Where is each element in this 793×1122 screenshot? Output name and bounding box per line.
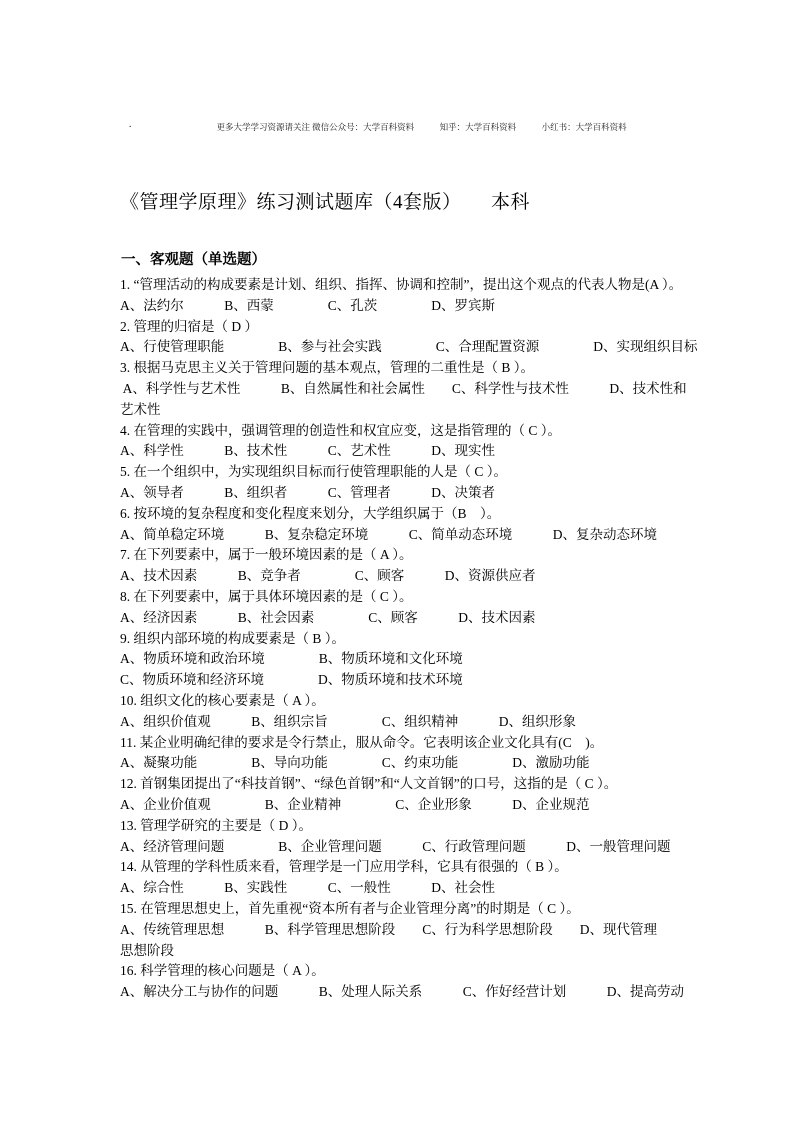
text-line: 16. 科学管理的核心问题是（ A ）。 xyxy=(120,963,325,979)
text-line: 13. 管理学研究的主要是（ D ）。 xyxy=(120,817,312,833)
text-line: A、领导者 B、组织者 C、管理者 D、决策者 xyxy=(120,484,496,500)
text-line: A、科学性与艺术性 B、自然属性和社会属性 C、科学性与技术性 D、技术性和 xyxy=(120,380,687,396)
text-line: A、技术因素 B、竞争者 C、顾客 D、资源供应者 xyxy=(120,568,536,584)
text-line: A、物质环境和政治环境 B、物质环境和文化环境 xyxy=(120,651,463,667)
text-line: 艺术性 xyxy=(120,401,161,417)
text-line: 12. 首钢集团提出了“科技首钢”、“绿色首钢”和“人文首钢”的口号，这指的是（ C ）。 xyxy=(120,776,618,792)
text-line: 5. 在一个组织中，为实现组织目标而行使管理职能的人是（ C ）。 xyxy=(120,464,508,480)
text-line: 思想阶段 xyxy=(120,942,174,958)
text-line: 11. 某企业明确纪律的要求是令行禁止，服从命令。它表明该企业文化具有(C )。 xyxy=(120,734,604,750)
text-line: C、物质环境和经济环境 D、物质环境和技术环境 xyxy=(120,672,463,688)
text-line: A、科学性 B、技术性 C、艺术性 D、现实性 xyxy=(120,443,496,459)
text-line: 7. 在下列要素中，属于一般环境因素的是（ A ）。 xyxy=(120,547,413,563)
text-line: 4. 在管理的实践中，强调管理的创造性和权宜应变，这是指管理的（ C ）。 xyxy=(120,422,562,438)
text-line: 2. 管理的归宿是（ D ） xyxy=(120,318,258,334)
text-line: 14. 从管理的学科性质来看，管理学是一门应用学科，它具有很强的（ B ）。 xyxy=(120,859,568,875)
question-list xyxy=(120,275,698,1003)
section-heading: 一、客观题（单选题） xyxy=(121,252,266,268)
text-line: A、法约尔 B、西蒙 C、孔茨 D、罗宾斯 xyxy=(120,297,496,313)
page-header xyxy=(120,109,676,146)
text-line: A、组织价值观 B、组织宗旨 C、组织精神 D、组织形象 xyxy=(120,713,577,729)
text-line: 1. “管理活动的构成要素是计划、组织、指挥、协调和控制”，提出这个观点的代表人物是(A ）。 xyxy=(120,277,683,292)
text-line: A、企业价值观 B、企业精神 C、企业形象 D、企业规范 xyxy=(120,796,590,812)
text-line: A、凝聚功能 B、导向功能 C、约束功能 D、激励功能 xyxy=(120,755,590,771)
text-line: 6. 按环境的复杂程度和变化程度来划分，大学组织属于（B ）。 xyxy=(120,505,501,521)
text-line: A、传统管理思想 B、科学管理思想阶段 C、行为科学思想阶段 D、现代管理 xyxy=(120,921,658,937)
text-line: 15. 在管理思想史上，首先重视“资本所有者与企业管理分离”的时期是（ C ）。 xyxy=(120,900,580,916)
header-bullet: · xyxy=(128,122,132,133)
text-line: A、综合性 B、实践性 C、一般性 D、社会性 xyxy=(120,880,496,896)
text-line: 8. 在下列要素中，属于具体环境因素的是（ C ）。 xyxy=(120,588,413,604)
text-line: A、经济因素 B、社会因素 C、顾客 D、技术因素 xyxy=(120,609,536,625)
text-line: A、简单稳定环境 B、复杂稳定环境 C、简单动态环境 D、复杂动态环境 xyxy=(120,526,658,542)
header-notice: 更多大学学习资源请关注 微信公众号：大学百科资料 知乎：大学百科资料 小红书：大学百科资料 xyxy=(216,122,627,132)
text-line: 3. 根据马克思主义关于管理问题的基本观点，管理的二重性是（ B ）。 xyxy=(120,360,535,376)
text-line: A、解决分工与协作的问题 B、处理人际关系 C、作好经营计划 D、提高劳动 xyxy=(120,984,685,1000)
text-line: 10. 组织文化的核心要素是（ A ）。 xyxy=(120,692,325,708)
text-line: 9. 组织内部环境的构成要素是（ B ）。 xyxy=(120,630,346,646)
text-line: A、行使管理职能 B、参与社会实践 C、合理配置资源 D、实现组织目标 xyxy=(120,339,698,355)
document-title: 《管理学原理》练习测试题库（4套版） 本科 xyxy=(120,192,531,213)
text-line: A、经济管理问题 B、企业管理问题 C、行政管理问题 D、一般管理问题 xyxy=(120,838,671,854)
